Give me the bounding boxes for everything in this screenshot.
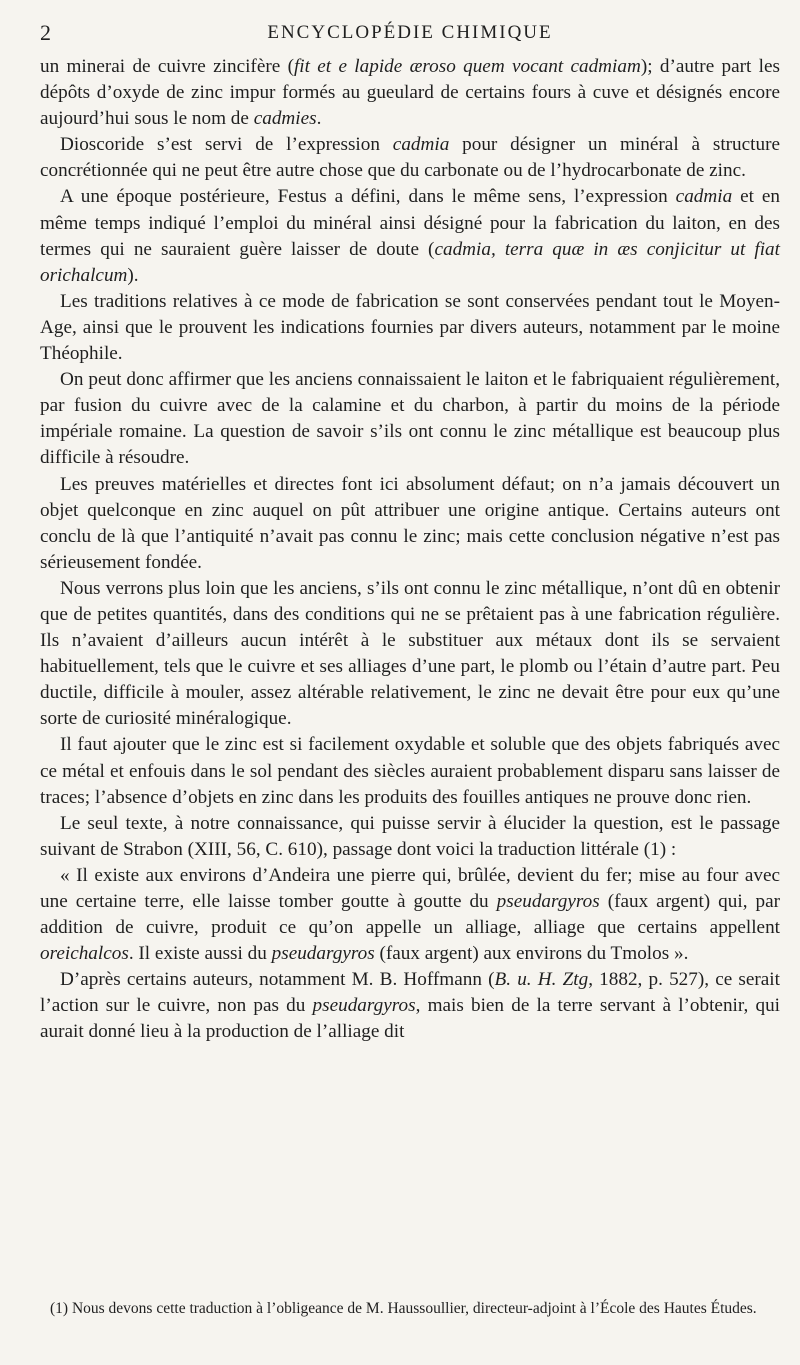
text-run: A une époque postérieure, Festus a défini, dans le même sens, l’expression bbox=[60, 186, 676, 208]
text-run: On peut donc affirmer que les anciens connaissaient le laiton et le fabriquaient régulièrement, par fusion du cuivre avec de la calamine et du charbon, à partir du moins de la période impériale romaine. La question de savoir s’ils ont connu le zinc métallique est beaucoup plus difficile à résoudre. bbox=[40, 369, 780, 469]
page bbox=[40, 20, 780, 1046]
text-run: , mais bien de la terre servant à l’obtenir, qui aurait donné lieu à la production de l’alliage dit bbox=[40, 995, 781, 1043]
text-run: D’après certains auteurs, notamment M. B. Hoffmann ( bbox=[60, 969, 495, 991]
italic-text: B. u. H. Ztg bbox=[494, 969, 589, 991]
text-run: (faux argent) aux environs du Tmolos ». bbox=[374, 943, 689, 965]
paragraph bbox=[40, 184, 780, 288]
body-text bbox=[40, 54, 780, 1046]
text-run: et en même temps indiqué l’emploi du minéral ainsi désigné pour la fabrication du laiton, en des termes qui ne sauraient guère laisser de doute ( bbox=[40, 186, 780, 260]
italic-text: fit et e lapide æroso quem vocant cadmiam bbox=[293, 56, 641, 77]
italic-text: cadmia bbox=[675, 186, 733, 208]
page-number: 2 bbox=[40, 20, 51, 45]
italic-text: pseudargyros bbox=[312, 995, 416, 1017]
paragraph bbox=[40, 967, 780, 1045]
text-run: « Il existe aux environs d’Andeira une pierre qui, brûlée, devient du fer; mise au four avec une certaine terre, elle laisse tomber goutte à goutte du bbox=[40, 864, 780, 912]
text-run: Les traditions relatives à ce mode de fabrication se sont conservées pendant tout le Moyen-Age, ainsi que le prouvent les indications fournies par divers auteurs, notamment par le moine Théophile. bbox=[40, 290, 780, 365]
italic-text: pseudargyros bbox=[496, 891, 600, 912]
italic-text: pseudargyros bbox=[271, 943, 375, 965]
italic-text: cadmies bbox=[253, 108, 317, 130]
text-run: Les preuves matérielles et directes font ici absolument défaut; on n’a jamais découvert un objet quelconque en zinc auquel on pût attribuer une origine antique. Certains auteurs ont conclu de là que l’antiquité n’avait pas connu le zinc; mais cette conclusion négative n’est pas sérieusement fondée. bbox=[40, 473, 780, 573]
paragraph bbox=[40, 863, 780, 967]
paragraph bbox=[40, 54, 780, 132]
text-run: (faux argent) qui, par addition de cuivre, produit ce qu’on appelle un alliage, alliage que certains appellent bbox=[40, 891, 780, 939]
paragraph bbox=[40, 367, 780, 471]
paragraph bbox=[40, 576, 780, 733]
text-run: un minerai de cuivre zincifère ( bbox=[40, 56, 294, 77]
text-run: . Il existe aussi du bbox=[128, 943, 272, 965]
text-run: ); d’autre part les dépôts d’oxyde de zinc impur formés au gueulard de certains fours à cuve et désignés encore aujourd’hui sous le nom de bbox=[40, 56, 780, 130]
italic-text: cadmia bbox=[392, 134, 450, 156]
paragraph bbox=[40, 811, 780, 863]
page-header bbox=[40, 20, 780, 54]
text-run: Il faut ajouter que le zinc est si facilement oxydable et soluble que des objets fabriqués avec ce métal et enfouis dans le sol pendant des siècles auraient probablement disparu sans laisser de traces; l’absence d’objets en zinc dans les produits des fouilles antiques ne prouve donc rien. bbox=[40, 734, 780, 808]
text-run: ). bbox=[127, 264, 139, 286]
text-run: , 1882, p. 527), ce serait l’action sur le cuivre, non pas du bbox=[40, 969, 780, 1017]
paragraph bbox=[40, 132, 780, 184]
italic-text: cadmia, terra quæ in æs conjicitur ut fiat orichalcum bbox=[40, 238, 780, 286]
text-run: Le seul texte, à notre connaissance, qui puisse servir à élucider la question, est le passage suivant de Strabon (XIII, 56, C. 610), passage dont voici la traduction littérale (1) : bbox=[40, 812, 780, 860]
footnote: (1) Nous devons cette traduction à l’obligeance de M. Haussoullier, directeur-adjoint à l’École des Hautes Études. bbox=[50, 1300, 757, 1317]
text-run: Nous verrons plus loin que les anciens, s’ils ont connu le zinc métallique, n’ont dû en obtenir que de petites quantités, dans des conditions qui ne se prêtaient pas à une fabrication régulière. Ils n’avaient d’ailleurs aucun intérêt à le substituer aux métaux dont ils se servaient habituellement, tels que le cuivre et ses alliages d’une part, le plomb ou l’étain d’autre part. Peu ductile, difficile à mouler, assez altérable relativement, le zinc ne devait être pour eux qu’une sorte de curiosité minéralogique. bbox=[40, 577, 780, 730]
running-head: ENCYCLOPÉDIE CHIMIQUE bbox=[267, 22, 553, 43]
paragraph bbox=[40, 732, 780, 810]
paragraph bbox=[40, 472, 780, 576]
text-run: Dioscoride s’est servi de l’expression bbox=[60, 134, 393, 156]
text-run: . bbox=[316, 108, 322, 130]
text-run: pour désigner un minéral à structure concrétionnée qui ne peut être autre chose que du carbonate ou de l’hydrocarbonate de zinc. bbox=[40, 134, 780, 182]
italic-text: oreichalcos bbox=[40, 943, 129, 965]
paragraph bbox=[40, 289, 780, 367]
